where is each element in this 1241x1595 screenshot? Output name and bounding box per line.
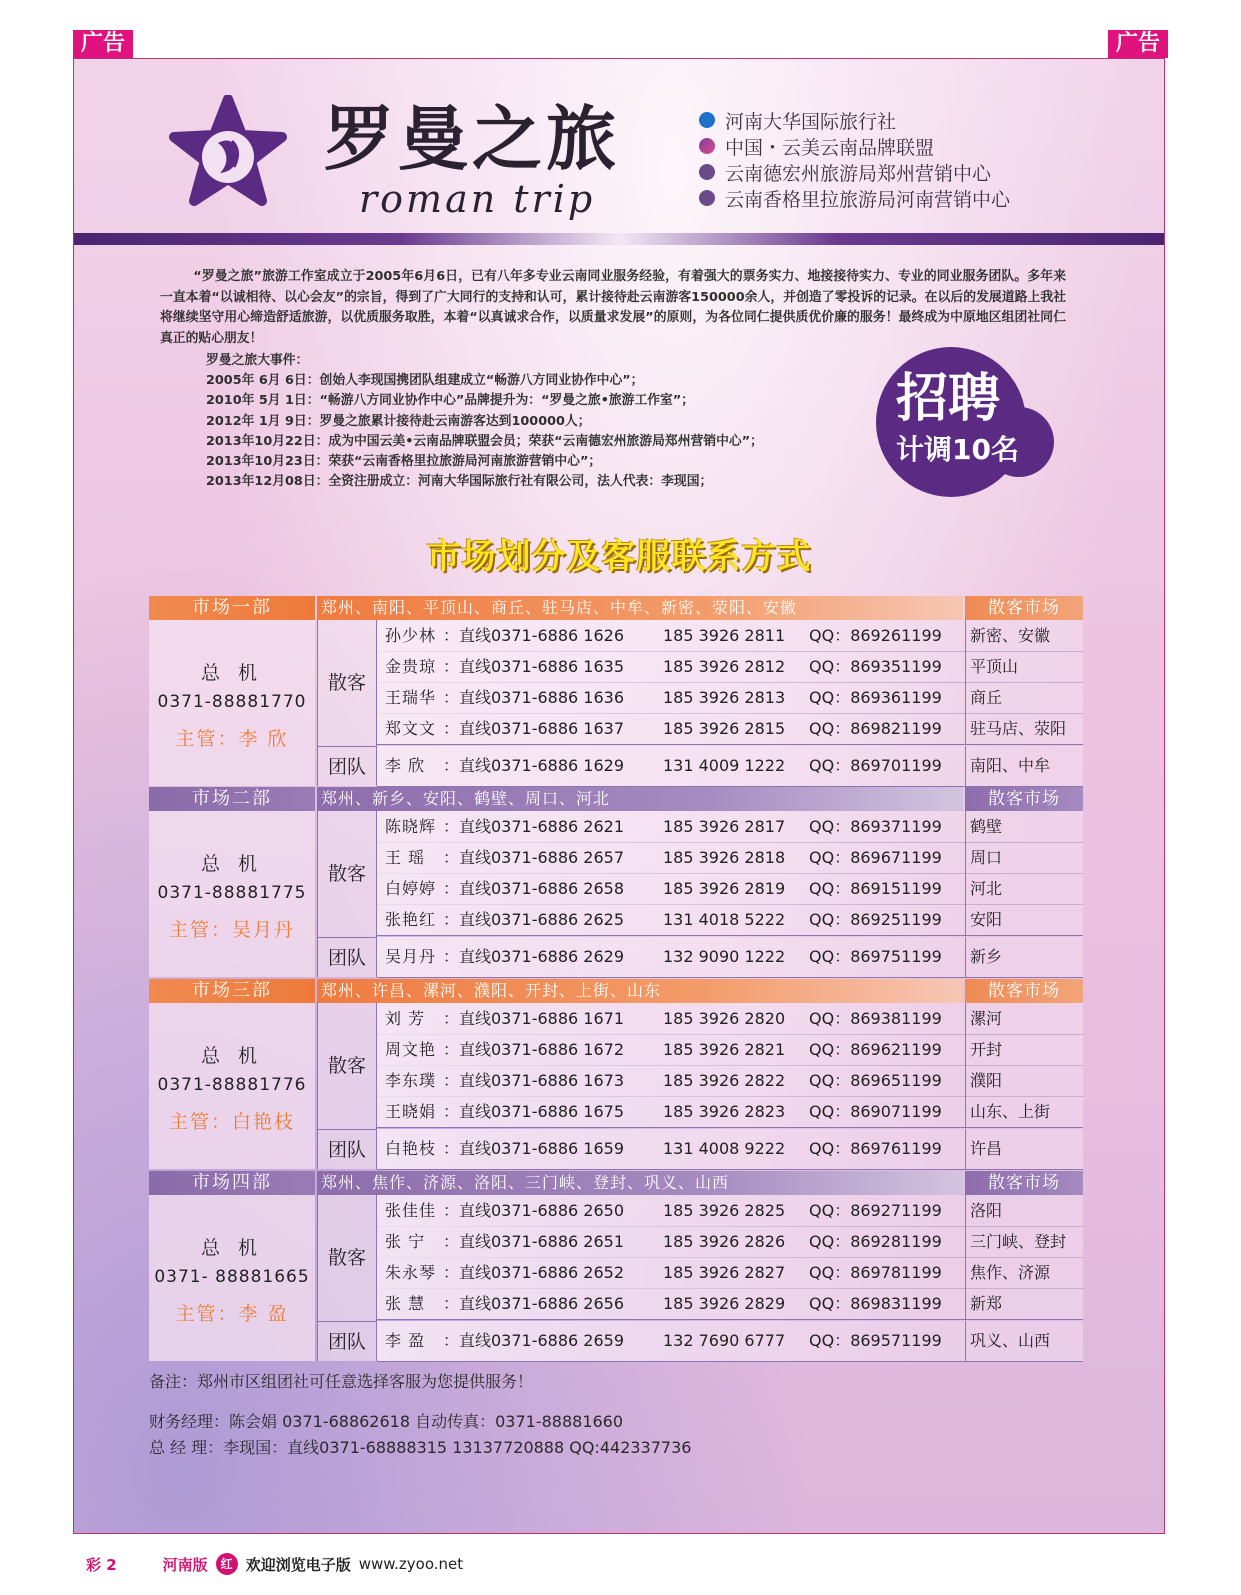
contact-grid bbox=[315, 1003, 1083, 1169]
contact-row bbox=[377, 620, 1083, 652]
contact-mobile: 185 3926 2818 bbox=[663, 848, 786, 867]
contact-name: 白婷婷 bbox=[385, 879, 437, 898]
affiliation-label: 中国・云美云南品牌联盟 bbox=[725, 136, 935, 159]
contact-direct-line: ：直线0371-6886 1672 bbox=[443, 1040, 625, 1059]
affiliation-label: 云南德宏州旅游局郑州营销中心 bbox=[725, 162, 992, 185]
contact-mobile: 185 3926 2826 bbox=[663, 1232, 786, 1251]
category-team: 团队 bbox=[317, 937, 377, 977]
contact-direct-line: ：直线0371-6886 1673 bbox=[443, 1071, 625, 1090]
category-team: 团队 bbox=[317, 746, 377, 786]
market-manager: 主管：李 盈 bbox=[175, 1303, 289, 1325]
contact-mobile: 185 3926 2819 bbox=[663, 879, 786, 898]
market-switchboard bbox=[149, 1195, 315, 1361]
contact-direct-line: ：直线0371-6886 1659 bbox=[443, 1139, 625, 1158]
contact-market: 河北 bbox=[965, 873, 1083, 904]
switchboard-number: 0371- 88881665 bbox=[154, 1267, 310, 1287]
contact-grid bbox=[315, 620, 1083, 786]
contact-name: 张 慧 bbox=[385, 1294, 426, 1313]
contact-row bbox=[377, 937, 1083, 978]
contact-mobile: 185 3926 2813 bbox=[663, 688, 786, 707]
contact-name: 吴月丹 bbox=[385, 947, 437, 966]
contact-market: 山东、上街 bbox=[965, 1096, 1083, 1127]
market-body bbox=[149, 1003, 1083, 1169]
contact-name: 刘 芳 bbox=[385, 1009, 426, 1028]
contact-name: 张艳红 bbox=[385, 910, 437, 929]
event-item: 2013年10月22日：成为中国云美•云南品牌联盟会员；荣获“云南德宏州旅游局郑州营销中心”； bbox=[206, 433, 763, 449]
contact-market: 驻马店、荥阳 bbox=[965, 713, 1083, 744]
contact-qq: QQ：869251199 bbox=[809, 910, 942, 929]
contact-name: 周文艳 bbox=[385, 1040, 437, 1059]
contact-name: 朱永琴 bbox=[385, 1263, 437, 1282]
contact-qq: QQ：869361199 bbox=[809, 688, 942, 707]
contact-row bbox=[377, 713, 1083, 745]
affiliation-label: 云南香格里拉旅游局河南营销中心 bbox=[725, 188, 1011, 211]
loose-market-header: 散客市场 bbox=[965, 979, 1083, 1003]
category-team: 团队 bbox=[317, 1129, 377, 1169]
contact-market: 南阳、中牟 bbox=[965, 746, 1083, 786]
contact-direct-line: ：直线0371-6886 2651 bbox=[443, 1232, 625, 1251]
contact-mobile: 185 3926 2827 bbox=[663, 1263, 786, 1282]
contact-qq: QQ：869571199 bbox=[809, 1331, 942, 1350]
contact-name: 陈晓辉 bbox=[385, 817, 437, 836]
contact-row bbox=[377, 1288, 1083, 1320]
contact-row bbox=[377, 1096, 1083, 1128]
contact-market: 三门峡、登封 bbox=[965, 1226, 1083, 1257]
category-loose: 散客 bbox=[317, 620, 377, 746]
contact-direct-line: ：直线0371-6886 1675 bbox=[443, 1102, 625, 1121]
contact-name: 孙少林 bbox=[385, 626, 437, 645]
contact-mobile: 185 3926 2817 bbox=[663, 817, 786, 836]
market-areas: 郑州、许昌、漯河、濮阳、开封、上街、山东 bbox=[317, 979, 963, 1003]
category-loose: 散客 bbox=[317, 1003, 377, 1129]
contact-qq: QQ：869151199 bbox=[809, 879, 942, 898]
affiliation-item bbox=[699, 159, 1010, 185]
brand-logo-icon bbox=[168, 95, 288, 215]
contact-row bbox=[377, 842, 1083, 874]
contact-qq: QQ：869281199 bbox=[809, 1232, 942, 1251]
contact-qq: QQ：869271199 bbox=[809, 1201, 942, 1220]
contact-name: 李 盈 bbox=[385, 1331, 426, 1350]
ad-panel bbox=[73, 58, 1165, 1534]
contact-mobile: 185 3926 2812 bbox=[663, 657, 786, 676]
ad-tag-left: 广告 bbox=[73, 30, 133, 58]
market-name: 市场二部 bbox=[149, 787, 315, 811]
contact-market: 新密、安徽 bbox=[965, 620, 1083, 651]
contact-name: 李 欣 bbox=[385, 756, 426, 775]
contact-name: 王 瑶 bbox=[385, 848, 426, 867]
market-switchboard bbox=[149, 1003, 315, 1169]
market-body bbox=[149, 620, 1083, 786]
recruit-badge bbox=[874, 347, 1054, 497]
contact-grid bbox=[315, 811, 1083, 977]
contact-mobile: 185 3926 2820 bbox=[663, 1009, 786, 1028]
switchboard-label: 总 机 bbox=[200, 1237, 264, 1259]
agency-badge-icon bbox=[699, 112, 715, 128]
contact-name: 李东璞 bbox=[385, 1071, 437, 1090]
market-body bbox=[149, 811, 1083, 977]
contact-row bbox=[377, 873, 1083, 905]
market-header bbox=[149, 787, 1083, 811]
contact-direct-line: ：直线0371-6886 2625 bbox=[443, 910, 625, 929]
loose-market-header: 散客市场 bbox=[965, 787, 1083, 811]
market-switchboard bbox=[149, 620, 315, 786]
contact-market: 平顶山 bbox=[965, 651, 1083, 682]
contact-market: 商丘 bbox=[965, 682, 1083, 713]
event-item: 2013年10月23日：荣获“云南香格里拉旅游局河南旅游营销中心”； bbox=[206, 454, 602, 470]
contact-mobile: 185 3926 2829 bbox=[663, 1294, 786, 1313]
contact-market: 新郑 bbox=[965, 1288, 1083, 1319]
market-areas: 郑州、焦作、济源、洛阳、三门峡、登封、巩义、山西 bbox=[317, 1171, 963, 1195]
contact-market: 濮阳 bbox=[965, 1065, 1083, 1096]
contact-direct-line: ：直线0371-6886 2629 bbox=[443, 947, 625, 966]
contact-market: 鹤壁 bbox=[965, 811, 1083, 842]
contact-qq: QQ：869701199 bbox=[809, 756, 942, 775]
contact-mobile: 131 4018 5222 bbox=[663, 910, 786, 929]
section-title: 市场划分及客服联系方式 bbox=[426, 537, 812, 577]
event-item: 2012年 1月 9日：罗曼之旅累计接待赴云南游客达到100000人； bbox=[206, 413, 591, 429]
contact-direct-line: ：直线0371-6886 2652 bbox=[443, 1263, 625, 1282]
contact-direct-line: ：直线0371-6886 2657 bbox=[443, 848, 625, 867]
contact-row bbox=[377, 1003, 1083, 1035]
contact-row bbox=[377, 1065, 1083, 1097]
contact-mobile: 132 7690 6777 bbox=[663, 1331, 786, 1350]
site-link[interactable]: www.zyoo.net bbox=[358, 1555, 464, 1573]
event-item: 2013年12月08日：全资注册成立：河南大华国际旅行社有限公司，法人代表：李现国； bbox=[206, 474, 713, 490]
contact-direct-line: ：直线0371-6886 1635 bbox=[443, 657, 625, 676]
contact-name: 王瑞华 bbox=[385, 688, 437, 707]
switchboard-number: 0371-88881776 bbox=[157, 1075, 307, 1095]
contact-direct-line: ：直线0371-6886 2658 bbox=[443, 879, 625, 898]
contact-mobile: 185 3926 2822 bbox=[663, 1071, 786, 1090]
page-footer bbox=[86, 1553, 463, 1575]
contact-row bbox=[377, 811, 1083, 843]
contact-row bbox=[377, 1195, 1083, 1227]
finance-contact: 财务经理：陈会娟 0371-68862618 自动传真：0371-88881660 bbox=[149, 1412, 624, 1431]
contact-row bbox=[377, 746, 1083, 787]
switchboard-number: 0371-88881775 bbox=[157, 883, 307, 903]
contact-mobile: 185 3926 2815 bbox=[663, 719, 786, 738]
contact-row bbox=[377, 1257, 1083, 1289]
contact-name: 金贵琼 bbox=[385, 657, 437, 676]
contact-market: 许昌 bbox=[965, 1129, 1083, 1169]
contact-row bbox=[377, 1321, 1083, 1362]
market-name: 市场四部 bbox=[149, 1171, 315, 1195]
contact-qq: QQ：869621199 bbox=[809, 1040, 942, 1059]
contact-row bbox=[377, 1129, 1083, 1170]
contact-direct-line: ：直线0371-6886 2650 bbox=[443, 1201, 625, 1220]
contact-mobile: 131 4009 1222 bbox=[663, 756, 786, 775]
contact-name: 王晓娟 bbox=[385, 1102, 437, 1121]
market-areas: 郑州、新乡、安阳、鹤壁、周口、河北 bbox=[317, 787, 963, 811]
market-name: 市场三部 bbox=[149, 979, 315, 1003]
contact-qq: QQ：869261199 bbox=[809, 626, 942, 645]
market-header bbox=[149, 979, 1083, 1003]
market-areas: 郑州、南阳、平顶山、商丘、驻马店、中牟、新密、荥阳、安徽 bbox=[317, 596, 963, 620]
welcome-text: 欢迎浏览电子版 bbox=[245, 1555, 351, 1574]
contact-direct-line: ：直线0371-6886 2659 bbox=[443, 1331, 625, 1350]
contact-mobile: 185 3926 2823 bbox=[663, 1102, 786, 1121]
contact-market: 周口 bbox=[965, 842, 1083, 873]
contact-row bbox=[377, 904, 1083, 936]
intro-text bbox=[160, 267, 1066, 349]
affiliation-list bbox=[699, 107, 1010, 211]
tourism-bureau-badge-icon bbox=[699, 164, 715, 180]
contact-grid bbox=[315, 1195, 1083, 1361]
contact-qq: QQ：869821199 bbox=[809, 719, 942, 738]
brand-name-cn: 罗曼之旅 bbox=[324, 98, 620, 180]
contact-direct-line: ：直线0371-6886 1671 bbox=[443, 1009, 625, 1028]
contact-qq: QQ：869831199 bbox=[809, 1294, 942, 1313]
affiliation-label: 河南大华国际旅行社 bbox=[725, 110, 897, 133]
category-loose: 散客 bbox=[317, 1195, 377, 1321]
edition-badge-icon: 红 bbox=[216, 1553, 238, 1575]
contact-qq: QQ：869351199 bbox=[809, 657, 942, 676]
contact-market: 巩义、山西 bbox=[965, 1321, 1083, 1361]
contact-market: 漯河 bbox=[965, 1003, 1083, 1034]
contact-name: 张 宁 bbox=[385, 1232, 426, 1251]
contact-mobile: 185 3926 2825 bbox=[663, 1201, 786, 1220]
market-manager: 主管：吴月丹 bbox=[168, 919, 295, 941]
contact-direct-line: ：直线0371-6886 2656 bbox=[443, 1294, 625, 1313]
event-item: 2010年 5月 1日：“畅游八方同业协作中心”品牌提升为：“罗曼之旅•旅游工作室”； bbox=[206, 393, 695, 409]
contact-qq: QQ：869781199 bbox=[809, 1263, 942, 1282]
market-header bbox=[149, 1171, 1083, 1195]
category-loose: 散客 bbox=[317, 811, 377, 937]
market-manager: 主管：白艳枝 bbox=[168, 1111, 295, 1133]
page-number: 彩 2 bbox=[86, 1555, 117, 1574]
switchboard-label: 总 机 bbox=[200, 1045, 264, 1067]
recruit-subtitle: 计调10名 bbox=[896, 433, 1019, 466]
contact-market: 安阳 bbox=[965, 904, 1083, 935]
contact-market: 焦作、济源 bbox=[965, 1257, 1083, 1288]
gm-contact: 总 经 理：李现国：直线0371-68888315 13137720888 QQ:442337736 bbox=[149, 1438, 692, 1457]
header-divider bbox=[74, 233, 1164, 245]
switchboard-label: 总 机 bbox=[200, 853, 264, 875]
tourism-bureau-badge-icon bbox=[699, 190, 715, 206]
contact-qq: QQ：869751199 bbox=[809, 947, 942, 966]
contact-row bbox=[377, 651, 1083, 683]
contact-qq: QQ：869071199 bbox=[809, 1102, 942, 1121]
market-switchboard bbox=[149, 811, 315, 977]
contact-mobile: 185 3926 2811 bbox=[663, 626, 786, 645]
market-name: 市场一部 bbox=[149, 596, 315, 620]
events-title: 罗曼之旅大事件： bbox=[206, 353, 309, 368]
loose-market-header: 散客市场 bbox=[965, 1171, 1083, 1195]
edition-label: 河南版 bbox=[162, 1555, 208, 1574]
contact-qq: QQ：869671199 bbox=[809, 848, 942, 867]
market-body bbox=[149, 1195, 1083, 1361]
contact-qq: QQ：869651199 bbox=[809, 1071, 942, 1090]
contact-mobile: 132 9090 1222 bbox=[663, 947, 786, 966]
contact-direct-line: ：直线0371-6886 1629 bbox=[443, 756, 625, 775]
contact-direct-line: ：直线0371-6886 2621 bbox=[443, 817, 625, 836]
contact-mobile: 131 4008 9222 bbox=[663, 1139, 786, 1158]
market-manager: 主管：李 欣 bbox=[175, 728, 289, 750]
brand-name-en: roman trip bbox=[359, 177, 596, 221]
contact-qq: QQ：869381199 bbox=[809, 1009, 942, 1028]
contact-qq: QQ：869371199 bbox=[809, 817, 942, 836]
contact-row bbox=[377, 1226, 1083, 1258]
intro-paragraph: “罗曼之旅”旅游工作室成立于2005年6月6日，已有八年多专业云南同业服务经验，有着强大的票务实力、地接接待实力、专业的同业服务团队。多年来一直本着“以诚相待、以心会友”的宗旨，得到了广大同行的支持和认可，累计接待赴云南游客150000余人，并创造了零投诉的记录。在以后的发展道路上我社将继续坚守用心缔造舒适旅游，以优质服务取胜，本着“以真诚求合作，以质量求发展”的原则，为各位同仁提供质优价廉的服务！最终成为中原地区组团社同仁真正的贴心朋友！ bbox=[160, 269, 1066, 346]
switchboard-label: 总 机 bbox=[200, 662, 264, 684]
contact-name: 张佳佳 bbox=[385, 1201, 437, 1220]
affiliation-item bbox=[699, 133, 1010, 159]
affiliation-item bbox=[699, 107, 1010, 133]
category-team: 团队 bbox=[317, 1321, 377, 1361]
alliance-badge-icon bbox=[699, 138, 715, 154]
loose-market-header: 散客市场 bbox=[965, 596, 1083, 620]
switchboard-number: 0371-88881770 bbox=[157, 692, 307, 712]
contact-market: 洛阳 bbox=[965, 1195, 1083, 1226]
affiliation-item bbox=[699, 185, 1010, 211]
events-list bbox=[206, 351, 763, 492]
contact-qq: QQ：869761199 bbox=[809, 1139, 942, 1158]
event-item: 2005年 6月 6日：创始人李现国携团队组建成立“畅游八方同业协作中心”； bbox=[206, 373, 644, 389]
contact-direct-line: ：直线0371-6886 1626 bbox=[443, 626, 625, 645]
remark-note: 备注：郑州市区组团社可任意选择客服为您提供服务！ bbox=[149, 1372, 534, 1391]
market-header bbox=[149, 596, 1083, 620]
contact-row bbox=[377, 682, 1083, 714]
ad-tag-right: 广告 bbox=[1108, 30, 1168, 58]
contact-direct-line: ：直线0371-6886 1637 bbox=[443, 719, 625, 738]
contact-market: 开封 bbox=[965, 1034, 1083, 1065]
recruit-title: 招聘 bbox=[896, 369, 1001, 429]
contact-name: 郑文文 bbox=[385, 719, 437, 738]
contact-direct-line: ：直线0371-6886 1636 bbox=[443, 688, 625, 707]
contact-mobile: 185 3926 2821 bbox=[663, 1040, 786, 1059]
contact-market: 新乡 bbox=[965, 937, 1083, 977]
contact-name: 白艳枝 bbox=[385, 1139, 437, 1158]
contact-row bbox=[377, 1034, 1083, 1066]
